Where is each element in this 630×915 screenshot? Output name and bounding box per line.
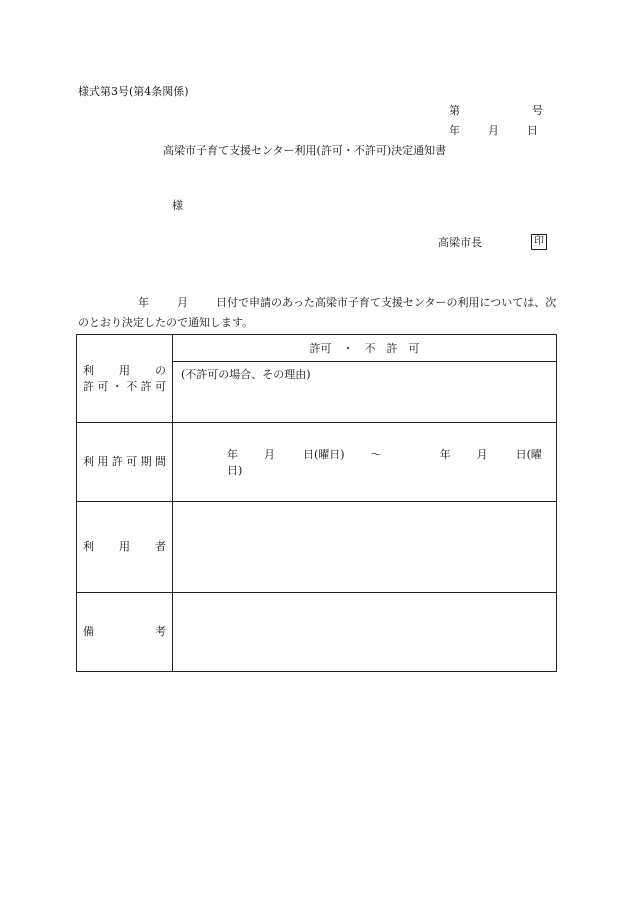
decision-table xyxy=(76,334,557,672)
seal-stamp: 印 xyxy=(531,234,547,250)
body-month: 月 xyxy=(177,296,188,309)
number-suffix: 号 xyxy=(532,104,543,117)
date-month: 月 xyxy=(488,124,499,137)
decision-options: 許可 ・ 不 許 可 xyxy=(173,335,557,362)
remarks-value xyxy=(173,593,557,672)
notice-body xyxy=(78,293,558,333)
body-text: 日付で申請のあった高梁市子育て支援センターの利用については、次のとおり決定したので通知します。 xyxy=(78,296,557,329)
date-year: 年 xyxy=(449,124,460,137)
issuer-name: 高梁市長 xyxy=(438,236,482,249)
period-value: 年 月 日(曜日) 〜 年 月 日(曜日) xyxy=(173,423,557,502)
remarks-label: 備 考 xyxy=(77,593,173,672)
document-number xyxy=(449,105,543,116)
document-title: 高梁市子育て支援センター利用(許可・不許可)決定通知書 xyxy=(163,144,447,157)
body-year: 年 xyxy=(138,296,149,309)
number-prefix: 第 xyxy=(449,104,460,117)
addressee-suffix: 様 xyxy=(172,199,183,212)
decision-reason: (不許可の場合、その理由) xyxy=(173,362,557,423)
form-number: 様式第3号(第4条関係) xyxy=(78,85,189,98)
date-day: 日 xyxy=(527,124,538,137)
user-label: 利 用 者 xyxy=(77,502,173,593)
issue-date xyxy=(449,125,538,136)
user-value xyxy=(173,502,557,593)
decision-label: 利 用 の 許可・不許可 xyxy=(77,335,173,423)
period-label: 利用許可期間 xyxy=(77,423,173,502)
